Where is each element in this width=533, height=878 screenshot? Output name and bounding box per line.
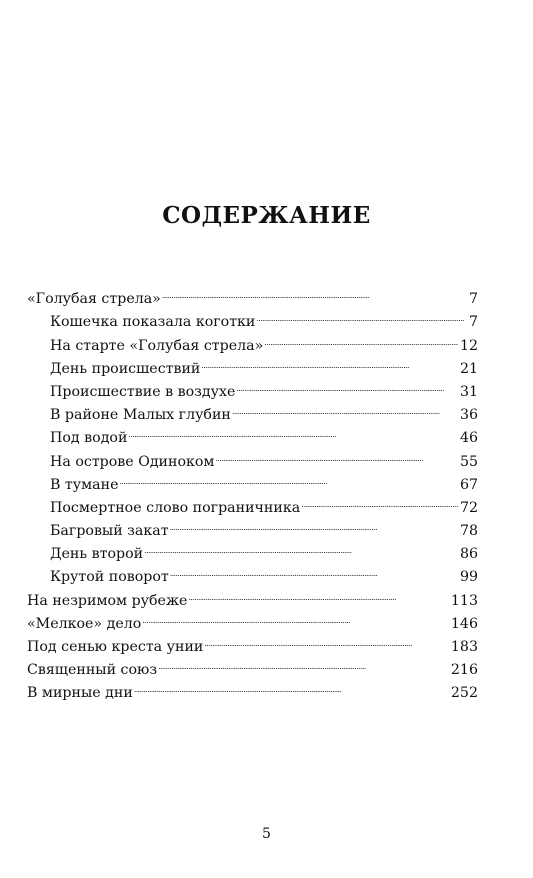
- toc-entry-title: В тумане: [50, 476, 119, 493]
- toc-entry-page: 99: [459, 569, 478, 586]
- toc-entry-title: Кошечка показала коготки: [50, 314, 256, 331]
- toc-entry-page: 78: [459, 523, 478, 540]
- toc-dot-leader: [144, 535, 458, 558]
- toc-entry-title: Крутой поворот: [50, 569, 169, 586]
- toc-entry-title: Священный союз: [27, 662, 158, 679]
- toc-entry-title: Багровый закат: [50, 523, 169, 540]
- toc-entry-title: На острове Одиноком: [50, 453, 215, 470]
- toc-dot-leader: [119, 466, 457, 489]
- toc-dot-leader: [142, 605, 449, 628]
- page-title: СОДЕРЖАНИЕ: [162, 202, 371, 229]
- toc-entry-title: «Мелкое» дело: [27, 615, 142, 632]
- toc-entry-page: 252: [450, 685, 478, 702]
- toc-entry-title: На незримом рубеже: [27, 592, 188, 609]
- toc-entry-page: 12: [459, 337, 478, 354]
- toc-dot-leader: [201, 350, 458, 373]
- toc-dot-leader: [134, 674, 449, 697]
- toc-dot-leader: [236, 373, 458, 396]
- toc-entry-title: Под водой: [50, 430, 128, 447]
- toc-entry-page: 21: [459, 360, 478, 377]
- page-number: 5: [262, 826, 271, 842]
- toc-entry-title: День второй: [50, 546, 144, 563]
- toc-entry-page: 216: [450, 662, 478, 679]
- toc-dot-leader: [158, 651, 449, 674]
- toc-entry-page: 86: [459, 546, 478, 563]
- toc-entry-title: «Голубая стрела»: [27, 291, 161, 308]
- toc-entry-page: 7: [468, 291, 478, 308]
- toc-entry-title: В районе Малых глубин: [50, 407, 231, 424]
- toc-entry-page: 31: [459, 383, 478, 400]
- toc-dot-leader: [301, 489, 458, 512]
- toc-entry-page: 146: [450, 615, 478, 632]
- toc-entry-page: 67: [459, 476, 478, 493]
- table-of-contents: [27, 280, 478, 702]
- toc-entry-title: Происшествие в воздухе: [50, 383, 236, 400]
- toc-entry-title: В мирные дни: [27, 685, 133, 702]
- toc-dot-leader: [170, 512, 458, 535]
- toc-entry-title: Под сенью креста унии: [27, 639, 204, 655]
- toc-entry-page: 55: [459, 453, 478, 470]
- toc-entry: [27, 280, 478, 308]
- toc-dot-leader: [232, 396, 458, 419]
- toc-dot-leader: [264, 326, 458, 349]
- toc-entry-page: 113: [450, 592, 478, 609]
- toc-entry-title: На старте «Голубая стрела»: [50, 337, 264, 354]
- toc-entry-title: День происшествий: [50, 360, 201, 377]
- toc-dot-leader: [170, 558, 458, 581]
- toc-entry-page: 46: [459, 430, 478, 447]
- toc-entry-page: 7: [468, 314, 478, 331]
- toc-entry-title: Посмертное слово пограничника: [50, 499, 301, 516]
- toc-entry-page: 72: [459, 499, 478, 516]
- toc-dot-leader: [188, 581, 449, 604]
- toc-dot-leader: [204, 628, 449, 651]
- toc-dot-leader: [215, 442, 457, 465]
- toc-dot-leader: [162, 280, 467, 303]
- toc-dot-leader: [128, 419, 458, 442]
- toc-dot-leader: [256, 303, 467, 326]
- toc-entry-page: 183: [450, 639, 478, 655]
- toc-entry-page: 36: [459, 407, 478, 424]
